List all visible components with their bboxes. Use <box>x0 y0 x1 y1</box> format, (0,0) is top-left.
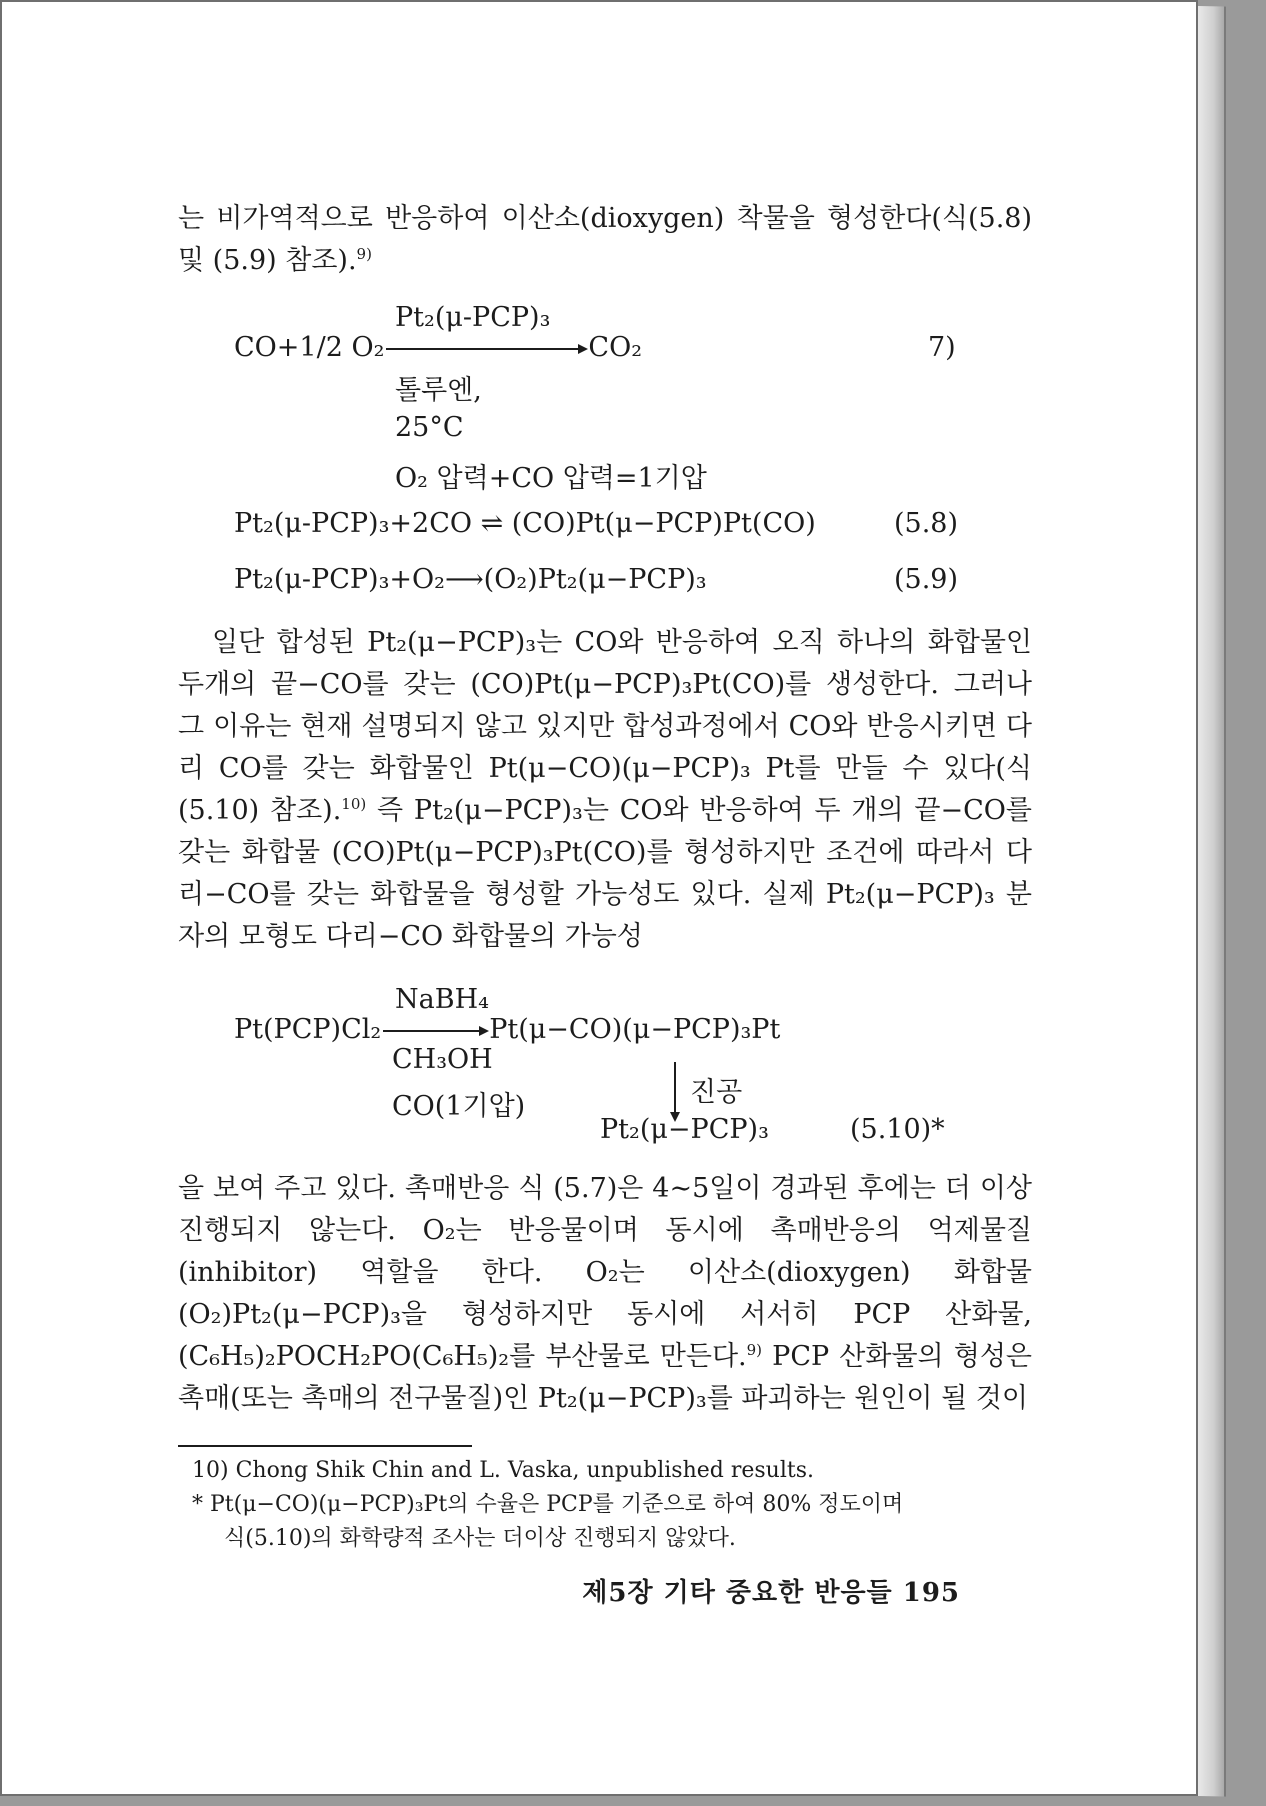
eq7-condition-pressure: O₂ 압력+CO 압력=1기압 <box>395 463 707 494</box>
eq7-arrow <box>386 348 586 350</box>
paragraph-top: 는 비가역적으로 반응하여 이산소(dioxygen) 착물을 형성한다(식(5.8) 및 (5.9) 참조).$^{9)}$ <box>178 203 1032 276</box>
equation-5-9: Pt₂(μ-PCP)₃+O₂⟶(O₂)Pt₂(μ−PCP)₃ <box>234 564 707 595</box>
eq510-down-arrow <box>674 1062 676 1120</box>
running-footer: 제5장 기타 중요한 반응들 195 <box>582 1578 960 1608</box>
footnote-10: 10) Chong Shik Chin and L. Vaska, unpublished results. <box>192 1458 814 1483</box>
eq510-solvent: CH₃OH <box>392 1044 493 1075</box>
footnote-star-line2: 식(5.10)의 화학량적 조사는 더이상 진행되지 않았다. <box>224 1526 736 1551</box>
eq510-condition: CO(1기압) <box>392 1091 526 1122</box>
paragraph-mid: 일단 합성된 Pt₂(μ−PCP)₃는 CO와 반응하여 오직 하나의 화합물인 두개의 끝−CO를 갖는 (CO)Pt(μ−PCP)₃Pt(CO)를 생성한다. 그러나 그 이유는 현재 설명되지 않고 있지만 합성과정에서 CO와 반응시키면 다리 CO를 갖는 화합물인 Pt(μ−CO)(μ−PCP)₃ Pt를 만들 수 있다(식(5.10) 참조).$^{10)}$ 즉 Pt₂(μ−PCP)₃는 CO와 반응하여 두 개의 끝−CO를 갖는 화합물 (CO)Pt(μ−PCP)₃Pt(CO)를 형성하지만 조건에 따라서 다리−CO를 갖는 화합물을 형성할 가능성도 있다. 실제 Pt₂(μ−PCP)₃ 분자의 모형도 다리−CO 화합물의 가능성 <box>178 627 1032 952</box>
reference-mark: 9) <box>356 245 372 263</box>
eq7-catalyst: Pt₂(μ-PCP)₃ <box>395 302 551 333</box>
equation-5-8: Pt₂(μ-PCP)₃+2CO ⇌ (CO)Pt(μ−PCP)Pt(CO) <box>234 508 816 539</box>
eq510-reagent: NaBH₄ <box>395 984 489 1015</box>
paragraph-bottom-wrapper <box>178 1168 1032 1420</box>
page-content <box>178 198 1032 282</box>
paragraph-bottom: 을 보여 주고 있다. 촉매반응 식 (5.7)은 4∼5일이 경과된 후에는 더 이상 진행되지 않는다. O₂는 반응물이며 동시에 촉매반응의 억제물질(inhibitor) 역할을 한다. O₂는 이산소(dioxygen) 화합물(O₂)Pt₂(μ−PCP)₃을 형성하지만 동시에 서서히 PCP 산화물, (C₆H₅)₂POCH₂PO(C₆H₅)₂를 부산물로 만든다.$^{9)}$ PCP 산화물의 형성은 촉매(또는 촉매의 전구물질)인 Pt₂(μ−PCP)₃를 파괴하는 원인이 될 것이 <box>178 1173 1032 1414</box>
eq7-condition-temp: 25°C <box>395 412 464 443</box>
equation-5-9-number: (5.9) <box>894 564 959 595</box>
page-edge-shadow <box>1198 6 1226 1797</box>
paragraph-mid-wrapper <box>178 622 1032 958</box>
eq7-reactants: CO+1/2 O₂ <box>234 332 385 363</box>
eq7-reaction <box>234 332 642 363</box>
reference-mark: 9) <box>746 1341 763 1359</box>
eq510-number: (5.10)* <box>850 1114 945 1145</box>
eq510-vacuum: 진공 <box>690 1077 743 1108</box>
eq510-final-product: Pt₂(μ−PCP)₃ <box>600 1114 769 1145</box>
eq510-product: Pt(μ−CO)(μ−PCP)₃Pt <box>489 1014 781 1045</box>
footnote-star-line1: * Pt(μ−CO)(μ−PCP)₃Pt의 수율은 PCP를 기준으로 하여 80% 정도이며 <box>192 1492 904 1517</box>
footnote-rule <box>178 1445 472 1447</box>
eq510-arrow <box>383 1030 487 1032</box>
equation-5-8-number: (5.8) <box>894 508 959 539</box>
eq7-number: 7) <box>928 332 956 363</box>
eq510-reaction <box>234 1014 780 1045</box>
eq7-product: CO₂ <box>588 332 643 363</box>
footnotes <box>192 1454 1032 1556</box>
reference-mark: 10) <box>341 795 367 813</box>
eq7-condition-solvent: 톨루엔, <box>395 375 482 406</box>
eq510-reactant: Pt(PCP)Cl₂ <box>234 1014 382 1045</box>
